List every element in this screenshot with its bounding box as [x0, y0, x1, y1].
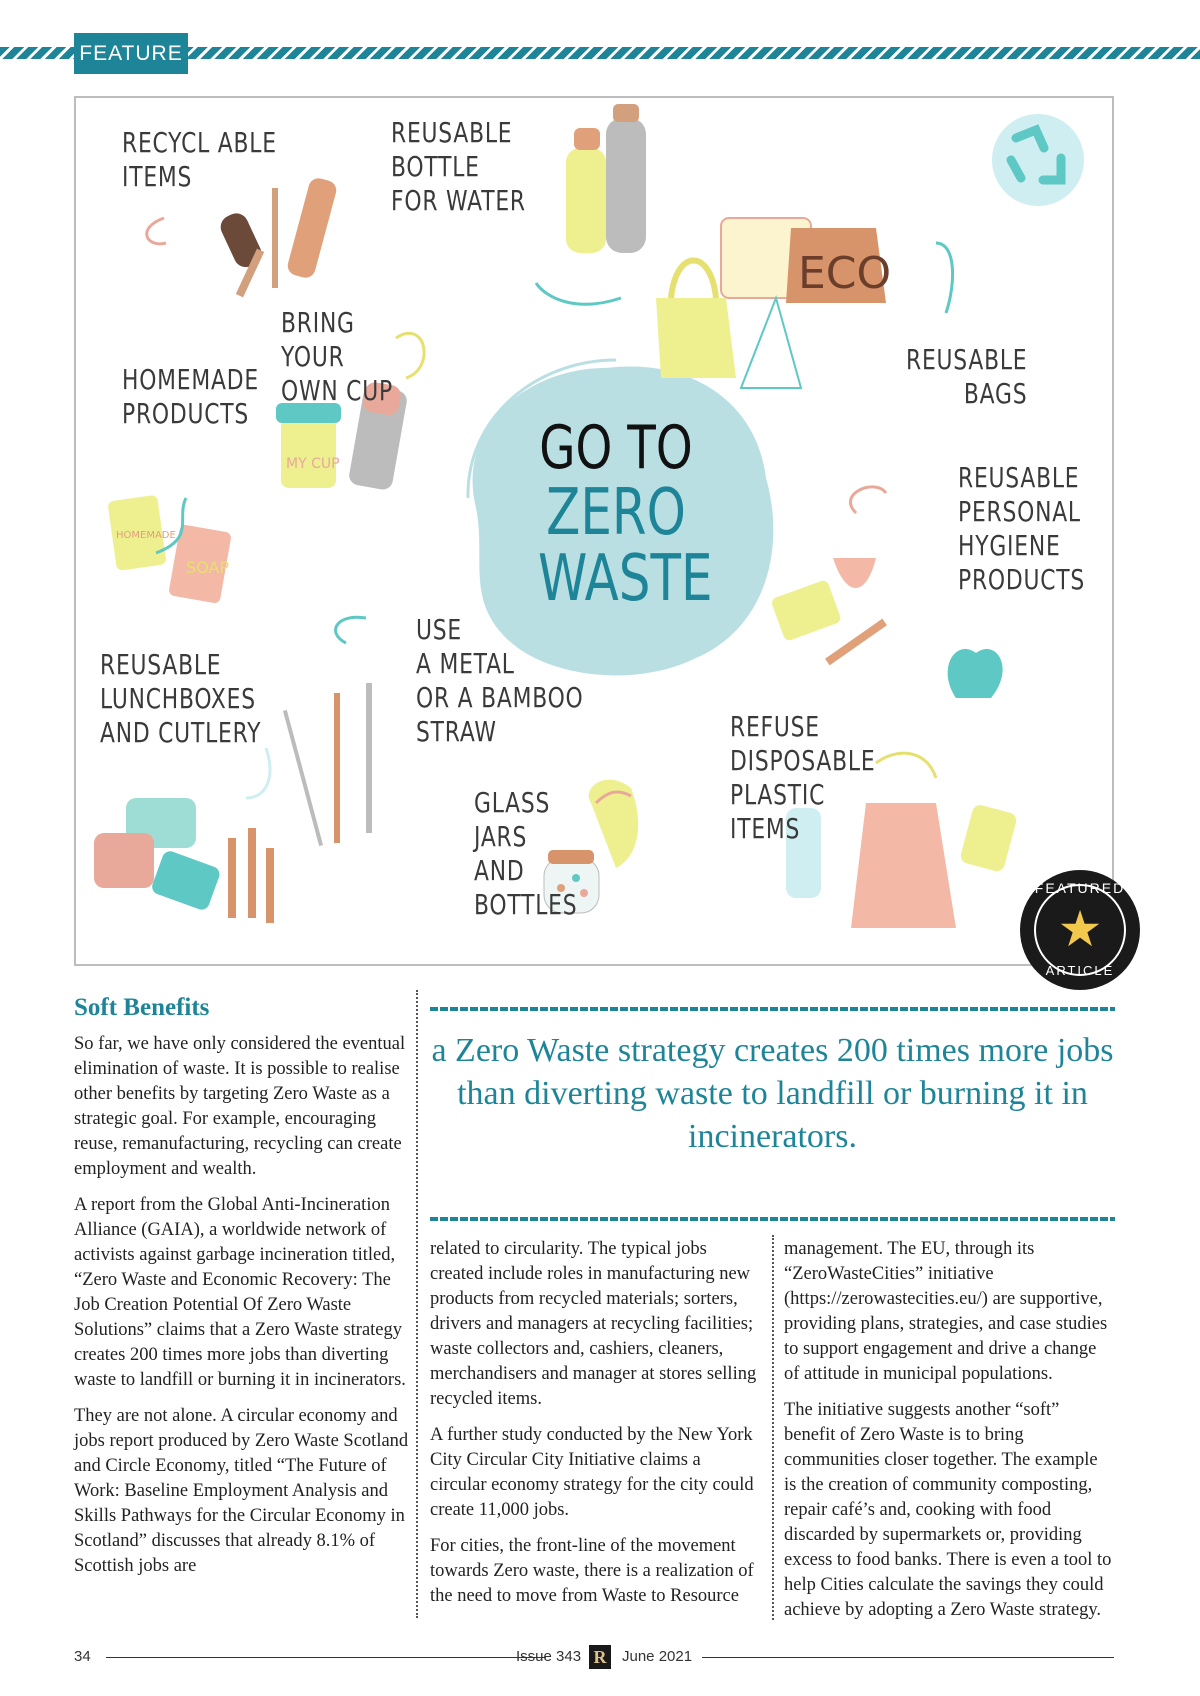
- paragraph: related to circularity. The typical jobs created include roles in manufacturing new products from recycled materials; sorters, drivers and managers at recycling facilities; waste collectors and, cashiers, cleaners, merchandisers and manager at stores selling recycled items.: [430, 1239, 757, 1409]
- straws-icon: [283, 683, 372, 846]
- badge-bottom-text: ARTICLE: [1045, 963, 1115, 978]
- issue-date: June 2021: [622, 1648, 693, 1665]
- center-title-line3: WASTE: [538, 542, 713, 616]
- zero-waste-illustration: [74, 96, 1114, 966]
- badge-top-text: FEATURED: [1034, 880, 1126, 896]
- column-divider: [772, 1235, 774, 1620]
- bags-icon: [656, 218, 891, 388]
- pullquote-rule-bottom: [430, 1217, 1115, 1221]
- page-footer: [74, 1645, 1114, 1671]
- paragraph: A report from the Global Anti-Incineration Alliance (GAIA), a worldwide network of activists against garbage incineration titled, “Zero Waste and Economic Recovery: The Job Creation Potential Of Zero Waste Solutions” claims that a Zero Waste strategy creates 200 times more jobs than diverting waste to landfill or burning it in incinerators.: [74, 1195, 406, 1390]
- label-recyclable-items: RECYCL ABLE ITEMS: [122, 126, 277, 193]
- right-column: [784, 1237, 1114, 1634]
- label-lunchboxes: REUSABLE LUNCHBOXES AND CUTLERY: [100, 648, 262, 749]
- label-glass-jars: GLASS JARS AND BOTTLES: [474, 786, 578, 921]
- magazine-logo: R: [589, 1645, 611, 1669]
- paragraph: For cities, the front-line of the movement towards Zero waste, there is a realization of the need to move from Waste to Resource: [430, 1536, 754, 1606]
- paragraph: The initiative suggests another “soft” benefit of Zero Waste is to bring communities closer together. The example is the creation of community composting, repair café’s and, cooking with food discarded by supermarkets or, providing excess to food banks. There is even a tool to help Cities calculate the savings they could achieve by adopting a Zero Waste strategy.: [784, 1400, 1112, 1620]
- star-icon: ★: [1057, 901, 1103, 957]
- section-tag: FEATURE: [74, 33, 188, 74]
- featured-article-badge: [1020, 870, 1140, 990]
- issue-number: Issue 343: [516, 1648, 582, 1665]
- footer-rule: [106, 1657, 546, 1658]
- label-reusable-bags: REUSABLE BAGS: [906, 343, 1028, 410]
- svg-text:HOMEMADE: HOMEMADE: [116, 530, 176, 541]
- svg-text:SOAP: SOAP: [186, 558, 230, 577]
- pullquote-rule-top: [430, 1007, 1115, 1011]
- paragraph: They are not alone. A circular economy and jobs report produced by Zero Waste Scotland and Circle Economy, titled “The Future of Work: Baseline Employment Analysis and Skills Pathways for the Circular Economy in Scotland” discusses that already 8.1% of Scottish jobs are: [74, 1406, 409, 1576]
- left-column: [74, 994, 410, 1590]
- lunchboxes-icon: [94, 798, 274, 923]
- soap-icon: [107, 495, 231, 604]
- brushes-icon: [217, 176, 339, 297]
- label-straw: USE A METAL OR A BAMBOO STRAW: [416, 613, 584, 748]
- center-title-line1: GO TO: [539, 413, 693, 483]
- section-subhead: Soft Benefits: [74, 994, 210, 1021]
- label-refuse-plastic: REFUSE DISPOSABLE PLASTIC ITEMS: [730, 710, 876, 845]
- paragraph: A further study conducted by the New York City Circular City Initiative claims a circular economy strategy for the city could create 11,000 jobs.: [430, 1425, 754, 1520]
- paragraph: So far, we have only considered the eventual elimination of waste. It is possible to realise other benefits by targeting Zero Waste as a strategic goal. For example, encouraging reuse, remanufacturing, recycling can create employment and wealth.: [74, 1034, 406, 1179]
- label-hygiene-products: REUSABLE PERSONAL HYGIENE PRODUCTS: [958, 461, 1086, 596]
- paragraph: management. The EU, through its “ZeroWasteCities” initiative (https://zerowastecities.eu/) are supportive, providing plans, strategies, and case studies to support engagement and drive a change of attitude in municipal populations.: [784, 1239, 1108, 1384]
- pullquote: a Zero Waste strategy creates 200 times more jobs than diverting waste to landfill or burning it in incinerators.: [431, 1032, 1114, 1155]
- hygiene-icon: [770, 558, 887, 665]
- column-divider: [416, 990, 418, 1618]
- label-bring-cup: BRING YOUR OWN CUP: [281, 306, 393, 407]
- svg-text:ECO: ECO: [798, 248, 892, 299]
- bottles-icon: [566, 104, 646, 253]
- center-title-line2: ZERO: [546, 476, 686, 550]
- middle-column: [430, 1237, 760, 1620]
- label-homemade-products: HOMEMADE PRODUCTS: [122, 363, 259, 430]
- footer-rule: [702, 1657, 1114, 1658]
- svg-text:MY CUP: MY CUP: [286, 456, 340, 472]
- page-number: 34: [74, 1648, 91, 1665]
- label-reusable-bottle: REUSABLE BOTTLE FOR WATER: [391, 116, 526, 217]
